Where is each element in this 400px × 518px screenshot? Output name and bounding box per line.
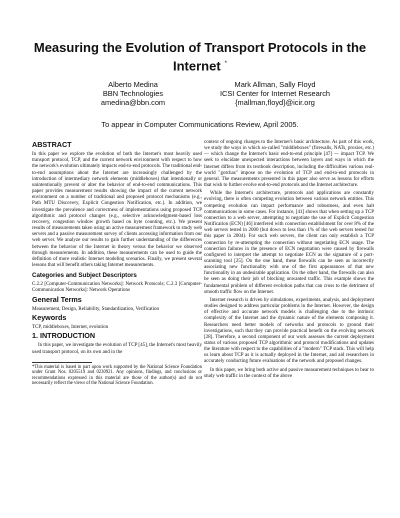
- author-block-1: [78, 80, 188, 107]
- paper-title: [0, 40, 400, 74]
- author-block-2: [205, 80, 345, 107]
- left-column: [32, 140, 202, 389]
- categories-text: C.2.2 [Computer-Communication Networks]: Network Protocols; C.2.3 [Computer-Communication Networks]: Network Operations: [32, 282, 202, 294]
- title-line-2: Internet: [172, 58, 221, 74]
- author-affiliation: BBN Technologies: [102, 89, 164, 98]
- body-paragraph: In this paper, we bring both active and passive measurement techniques to bear to study web traffic in the context of the above: [204, 367, 374, 379]
- footnote-text: *This material is based in part upon work supported by the National Science Foundation under Grant Nos. 0205519 and 0230921. Any opinions, findings, and conclusions or recommendations expressed in this material are those of the author(s) and do not necessarily reflect the views of the National Science Foundation.: [32, 364, 202, 387]
- author-name: Mark Allman, Sally Floyd: [234, 80, 316, 89]
- general-terms-heading: General Terms: [32, 294, 82, 304]
- footnote-rule: [32, 362, 92, 363]
- title-footnote-mark: *: [224, 61, 227, 67]
- body-paragraph: context of ongoing changes to the Internet's basic architecture. As part of this work, we study the ways in which so-called "middleboxes" (firewalls, NATs, proxies, etc.) — which change the Internet's basic end-to-end principle [47] — impact TCP. We seek to elucidate unexpected interactions between layers and ways in which the Internet differs from its textbook description, including the difficulties various real-world "gotchas" impose on the evolution of TCP and end-to-end protocols in general. The measurements presented in this paper also serve as lessons for efforts that wish to further evolve end-to-end protocols and the Internet architecture.: [204, 140, 374, 189]
- keywords-text: TCP, middleboxes, Internet, evolution: [32, 325, 109, 331]
- author-affiliation: ICSI Center for Internet Research: [219, 89, 331, 98]
- title-line-1: Measuring the Evolution of Transport Protocols in the: [33, 40, 367, 55]
- author-email: amedina@bbn.com: [100, 98, 166, 107]
- introduction-text: In this paper, we investigate the evolution of TCP [45], the Internet's most heavily used transport protocol, on its own and in the: [32, 343, 202, 355]
- abstract-heading: ABSTRACT: [32, 140, 72, 149]
- author-name: Alberto Medina: [108, 80, 158, 89]
- categories-heading: Categories and Subject Descriptors: [32, 272, 137, 280]
- abstract-text: In this paper we explore the evolution of both the Internet's most heavily used transport protocol, TCP, and the current network environment with respect to how the network's evolution ultimately impacts end-to-end protocols. The traditional end-to-end assumptions about the Internet are increasingly challenged by the introduction of intermediary network elements (middleboxes) that intentionally or unintentionally prevent or alter the behavior of end-to-end communications. This paper provides measurement results showing the impact of the current network environment on a number of traditional and proposed protocol mechanisms (e.g., Path MTU Discovery, Explicit Congestion Notification, etc.). In addition, we investigate the prevalence and correctness of implementations using proposed TCP algorithmic and protocol changes (e.g., selective acknowledgment-based loss recovery, congestion window growth based on byte counting, etc.). We present results of measurements taken using an active measurement framework to study web servers and a passive measurement survey of clients accessing information from our web server. We analyze our results to gain further understanding of the differences between the behavior of the Internet in theory versus the behavior we observed through measurements. In addition, these measurements can be used to guide the definition of more realistic Internet modeling scenarios. Finally, we present several lessons that will benefit others taking Internet measurements.: [32, 152, 202, 268]
- right-column: [204, 140, 374, 382]
- keywords-heading: Keywords: [32, 312, 67, 322]
- body-paragraph: While the Internet's architecture, protocols and applications are constantly evolving, there is often competing evolution between various network entities. This competing evolution can impact performance and robustness, and even halt communications in some cases. For instance, [41] shows that when setting up a TCP connection to a web server, attempting to negotiate the use of Explicit Congestion Notification (ECN) [46] interfered with connection establishment for over 8% of the web servers tested in 2000 (but down to less than 1% of the web servers tested for this paper in 2004). For such web servers, the client can only establish a TCP connection by re-attempting the connection without negotiating ECN usage. The connection failures in the presence of ECN negotiation were caused by firewalls configured to interpret the attempt to negotiate ECN as the signature of a port-scanning tool [25]. On the one hand, these firewalls can be seen as incorrectly associating new functionality with one of the first appearances of that new functionality in an undesirable application. On the other hand, the firewalls can also be seen as doing their job of blocking unwanted traffic. This example shows the fundamental problem of different evolution paths that can cross to the detriment of smooth traffic flow on the Internet.: [204, 191, 374, 295]
- body-paragraph: Internet research is driven by simulations, experiments, analysis, and deployment studies designed to address particular problems in the Internet. However, the design of effective and accurate network models is challenging due to the intrinsic complexity of the Internet and the dynamic nature of the elements composing it. Researchers need better models of networks and protocols to ground their investigations, such that they can provide practical benefit on the evolving network [28]. Therefore, a second component of our work assesses the current deployment status of various proposed TCP algorithmic and protocol modifications and updates the literature with respect to the capabilities of a "modern" TCP stack. This will help us learn about TCP as it is actually deployed in the Internet, and aid researchers in accurately conducting future evaluations of the network and proposed changes.: [204, 297, 374, 365]
- introduction-heading: 1. INTRODUCTION: [32, 331, 96, 341]
- appearance-note: To appear in Computer Communications Review, April 2005.: [101, 120, 299, 129]
- author-email: {mallman,floyd}@icir.org: [235, 98, 315, 107]
- general-terms-text: Measurement, Design, Reliability, Standardization, Verification: [32, 306, 160, 312]
